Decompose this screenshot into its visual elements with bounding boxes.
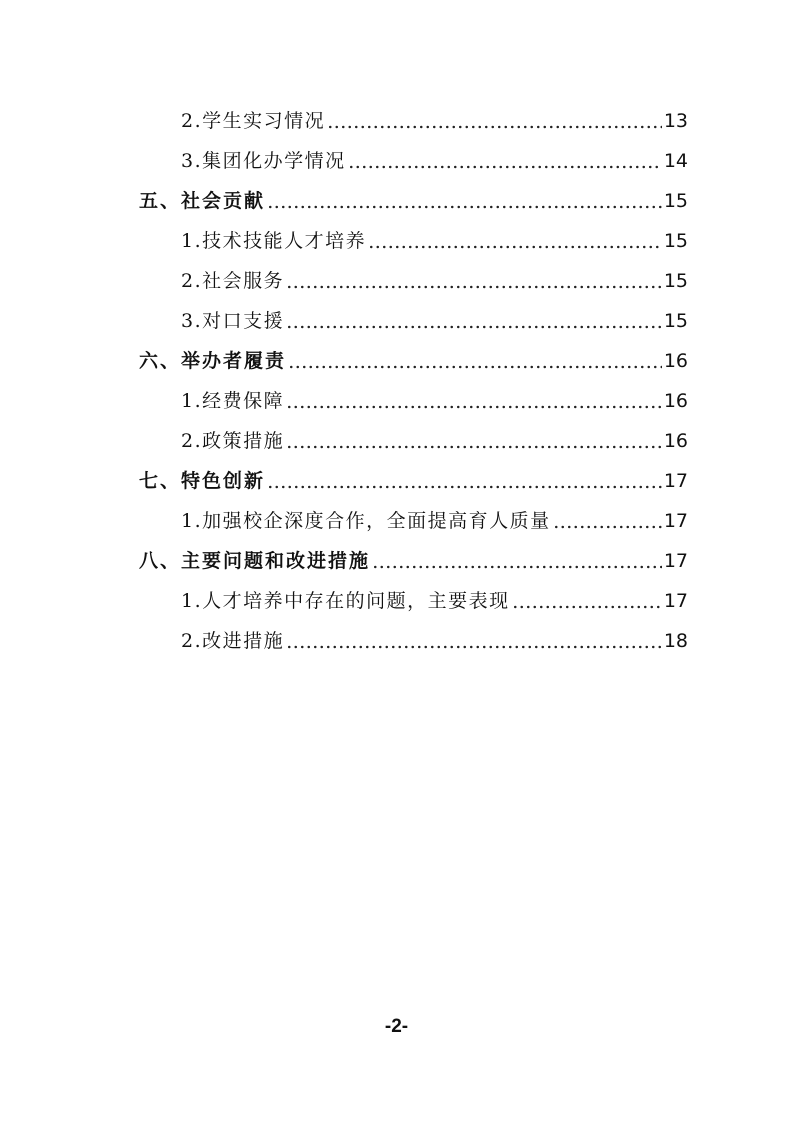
toc-entry[interactable] xyxy=(181,261,688,301)
toc-section-heading[interactable] xyxy=(139,541,688,581)
toc-entry-title: 2.政策措施 xyxy=(181,430,285,452)
toc-entry[interactable] xyxy=(181,101,688,141)
toc-entry-page: 16 xyxy=(663,430,688,452)
toc-entry[interactable] xyxy=(181,581,688,621)
toc-entry-title: 1.技术技能人才培养 xyxy=(181,230,367,252)
toc-entry-page: 14 xyxy=(663,150,688,172)
toc-entry[interactable] xyxy=(181,501,688,541)
toc-leader-dots xyxy=(372,541,662,581)
toc-leader-dots xyxy=(512,581,662,621)
toc-leader-dots xyxy=(286,381,662,421)
toc-leader-dots xyxy=(327,101,662,141)
toc-entry-page: 13 xyxy=(663,110,688,132)
toc-entry[interactable] xyxy=(181,301,688,341)
toc-entry-page: 17 xyxy=(663,550,688,572)
toc-entry[interactable] xyxy=(181,421,688,461)
toc-leader-dots xyxy=(267,181,662,221)
toc-entry-page: 15 xyxy=(663,190,688,212)
toc-leader-dots xyxy=(286,621,662,661)
toc-section-heading[interactable] xyxy=(139,461,688,501)
toc-section-heading[interactable] xyxy=(139,181,688,221)
toc-entry-title: 3.集团化办学情况 xyxy=(181,150,346,172)
toc-leader-dots xyxy=(368,221,662,261)
toc-entry-title: 1.经费保障 xyxy=(181,390,285,412)
toc-entry-title: 七、特色创新 xyxy=(139,470,266,492)
toc-entry-title: 2.社会服务 xyxy=(181,270,285,292)
page-number: -2- xyxy=(384,1016,409,1037)
toc-entry-title: 1.人才培养中存在的问题，主要表现 xyxy=(181,590,510,612)
toc-entry[interactable] xyxy=(181,381,688,421)
toc-entry-page: 16 xyxy=(663,390,688,412)
toc-entry-page: 17 xyxy=(663,510,688,532)
toc-entry-title: 2.学生实习情况 xyxy=(181,110,326,132)
toc-entry-title: 3.对口支援 xyxy=(181,310,285,332)
toc-entry-page: 17 xyxy=(663,590,688,612)
toc-entry[interactable] xyxy=(181,621,688,661)
toc-entry-page: 15 xyxy=(663,230,688,252)
toc-entry-title: 五、社会贡献 xyxy=(139,190,266,212)
toc-leader-dots xyxy=(348,141,662,181)
toc-leader-dots xyxy=(553,501,662,541)
toc-entry-page: 18 xyxy=(663,630,688,652)
toc-leader-dots xyxy=(286,421,662,461)
toc-entry-title: 1.加强校企深度合作，全面提高育人质量 xyxy=(181,510,551,532)
toc-entry-title: 八、主要问题和改进措施 xyxy=(139,550,371,572)
toc-entry[interactable] xyxy=(181,221,688,261)
toc-leader-dots xyxy=(267,461,662,501)
toc-section-heading[interactable] xyxy=(139,341,688,381)
toc-entry-page: 15 xyxy=(663,270,688,292)
toc-leader-dots xyxy=(286,301,662,341)
toc-entry-title: 六、举办者履责 xyxy=(139,350,287,372)
toc-entry[interactable] xyxy=(181,141,688,181)
toc-entry-page: 15 xyxy=(663,310,688,332)
toc-leader-dots xyxy=(286,261,662,301)
toc-entry-title: 2.改进措施 xyxy=(181,630,285,652)
toc-leader-dots xyxy=(288,341,662,381)
toc-entry-page: 16 xyxy=(663,350,688,372)
toc-entry-page: 17 xyxy=(663,470,688,492)
